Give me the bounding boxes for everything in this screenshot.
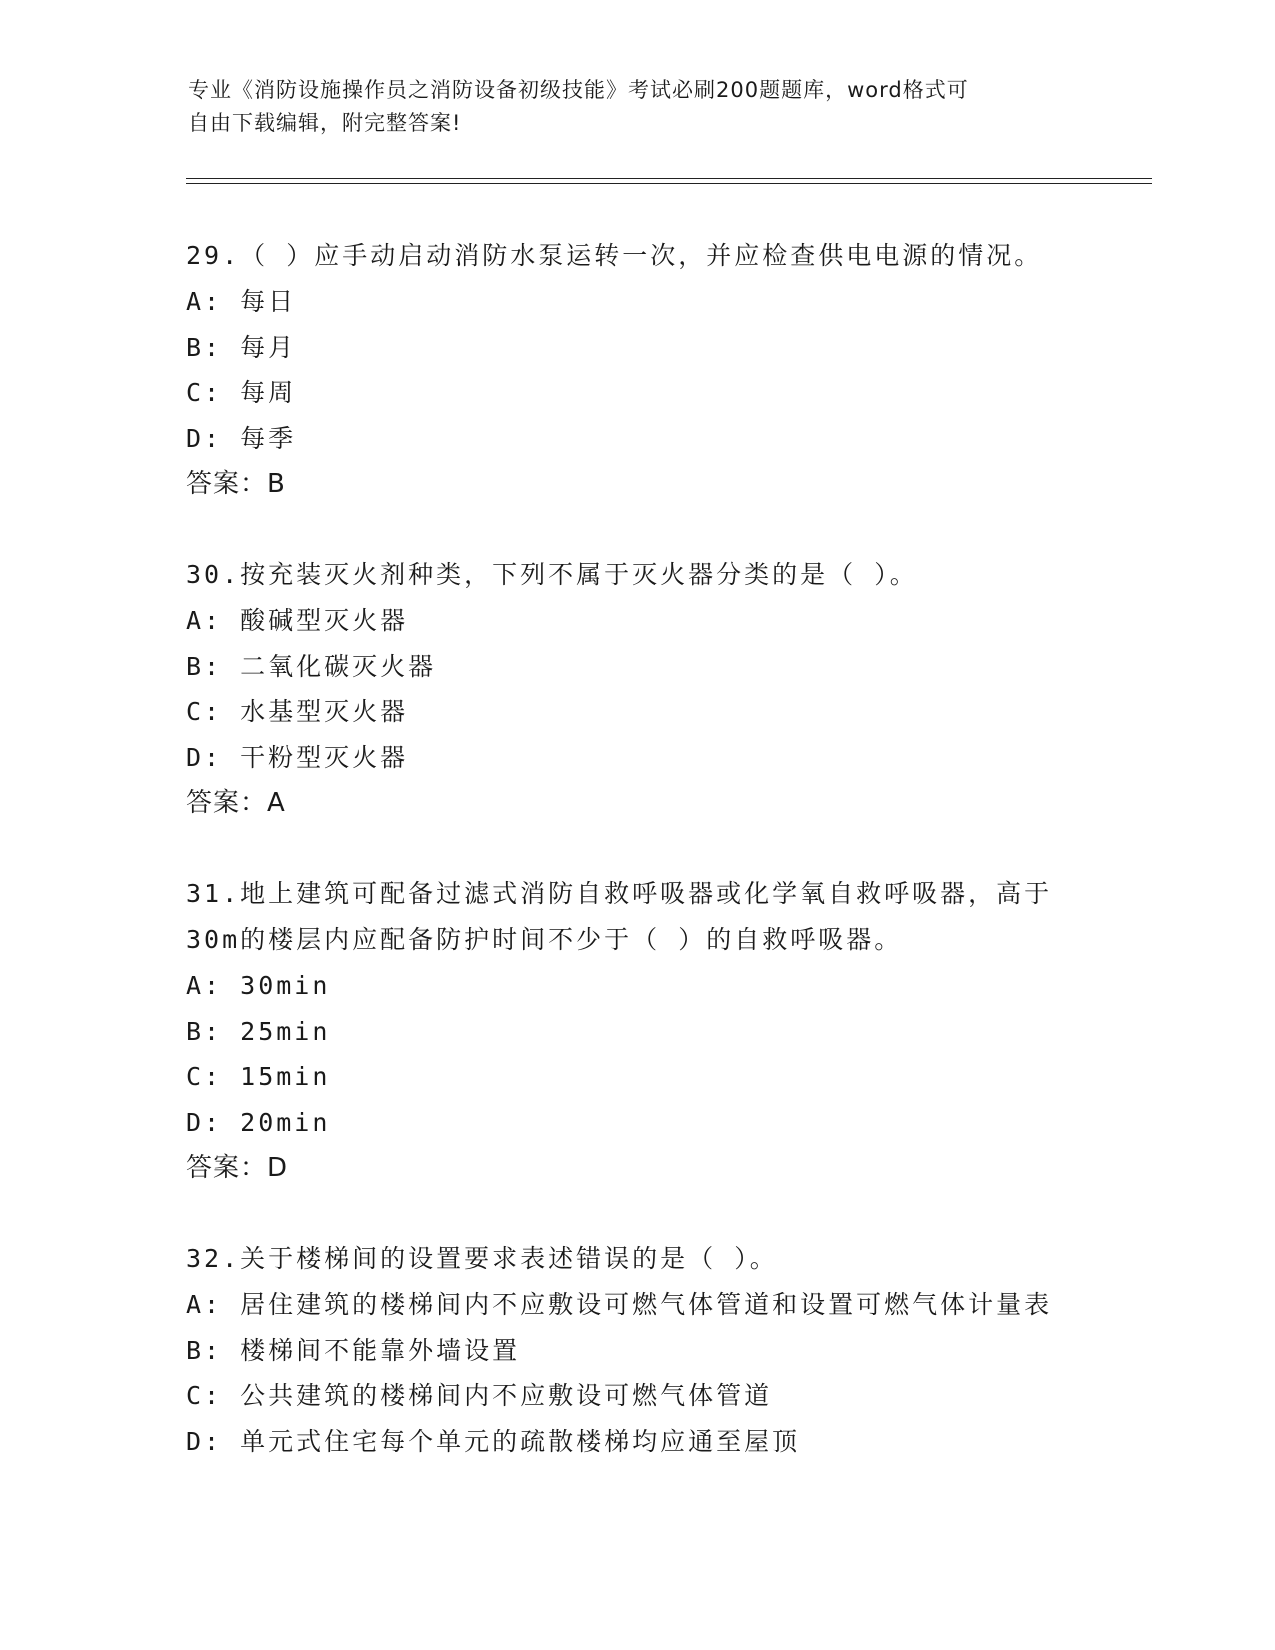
- option-d: D: 20min: [186, 1107, 331, 1137]
- header-rule-top: [186, 178, 1152, 179]
- answer: 答案：D: [186, 1153, 289, 1183]
- option-b: B: 二氧化碳灭火器: [186, 651, 437, 681]
- option-d: D: 干粉型灭火器: [186, 742, 409, 772]
- option-c: C: 每周: [186, 378, 297, 407]
- option-b: B: 25min: [186, 1016, 331, 1046]
- question-32: [186, 1236, 1146, 1464]
- option-d: D: 每季: [186, 423, 297, 453]
- question-list: [186, 233, 1146, 1509]
- header-rule-bottom: [186, 183, 1152, 184]
- option-c: C: 公共建筑的楼梯间内不应敷设可燃气体管道: [186, 1381, 773, 1410]
- option-a: A: 居住建筑的楼梯间内不应敷设可燃气体管道和设置可燃气体计量表: [186, 1290, 1053, 1319]
- question-stem-line-1: 31.地上建筑可配备过滤式消防自救呼吸器或化学氧自救呼吸器，高于: [186, 879, 1053, 908]
- option-b: B: 楼梯间不能靠外墙设置: [186, 1335, 521, 1365]
- option-a: A: 酸碱型灭火器: [186, 606, 409, 635]
- option-a: A: 30min: [186, 971, 331, 1000]
- option-a: A: 每日: [186, 287, 297, 316]
- answer: 答案：A: [186, 788, 286, 818]
- option-d: D: 单元式住宅每个单元的疏散楼梯均应通至屋顶: [186, 1426, 801, 1456]
- option-b: B: 每月: [186, 332, 297, 362]
- question-stem: 32.关于楼梯间的设置要求表述错误的是（ ）。: [186, 1244, 778, 1273]
- question-29: [186, 233, 1146, 507]
- answer: 答案：B: [186, 469, 286, 499]
- document-header: [188, 74, 1068, 140]
- option-c: C: 水基型灭火器: [186, 697, 409, 726]
- header-line-1: 专业《消防设施操作员之消防设备初级技能》考试必刷200题题库，word格式可: [188, 78, 969, 102]
- option-c: C: 15min: [186, 1062, 331, 1091]
- question-stem-line-2: 30m的楼层内应配备防护时间不少于（ ）的自救呼吸器。: [186, 925, 903, 954]
- question-stem: 29.（ ）应手动启动消防水泵运转一次，并应检查供电电源的情况。: [186, 241, 1043, 270]
- question-stem: 30.按充装灭火剂种类，下列不属于灭火器分类的是（ ）。: [186, 560, 918, 589]
- question-30: [186, 552, 1146, 826]
- question-31: [186, 871, 1146, 1191]
- header-line-2: 自由下载编辑，附完整答案!: [188, 111, 462, 135]
